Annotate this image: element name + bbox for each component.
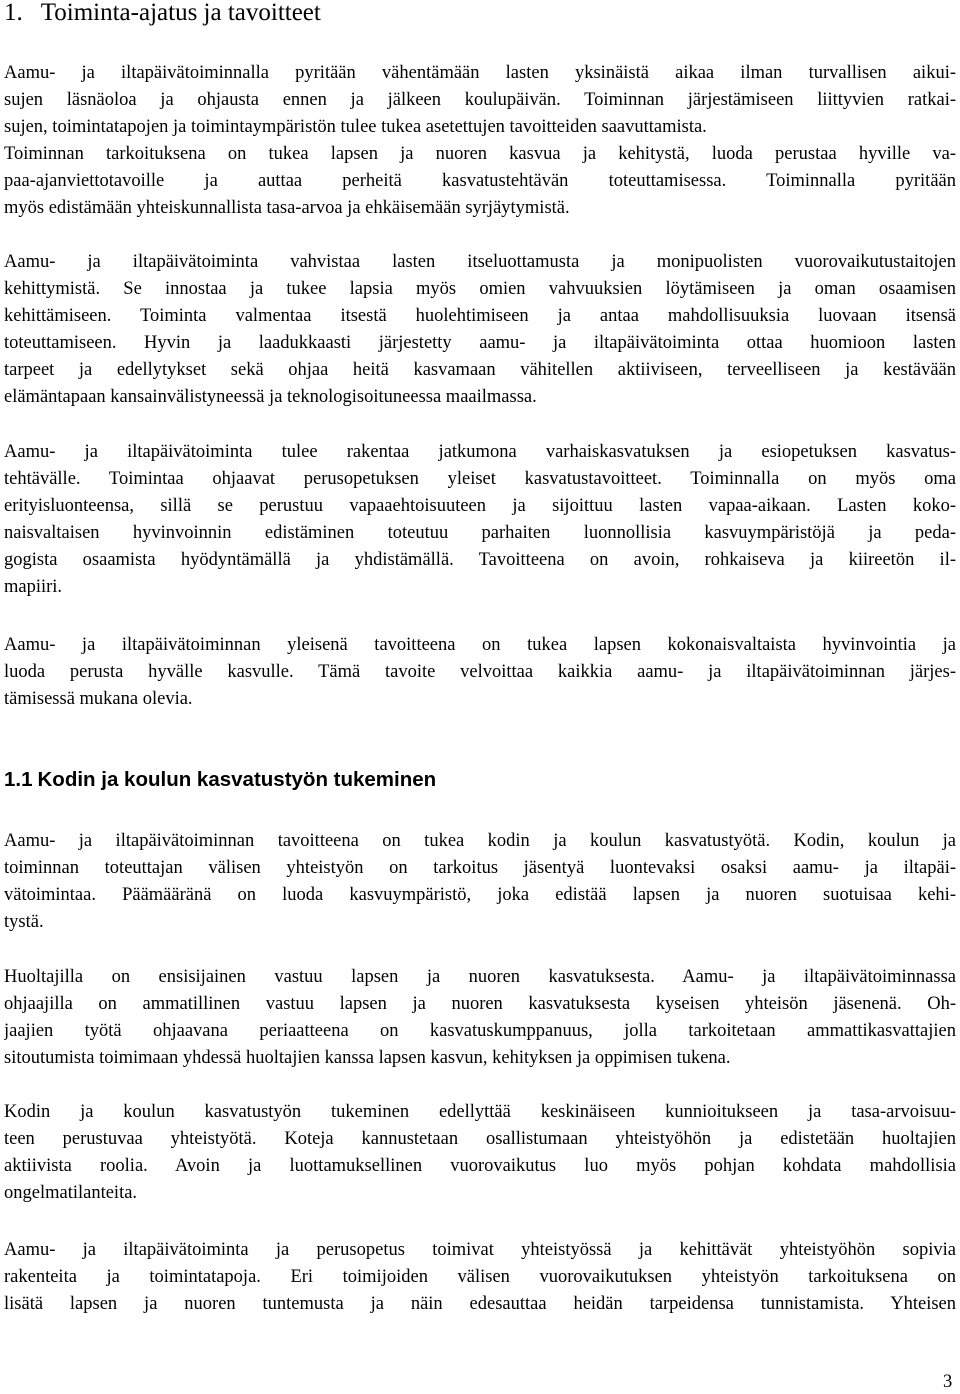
text-line: ohjaajilla on ammatillinen vastuu lapsen ja nuoren kasvatuksesta kyseisen yhteisön jäsenenä. Oh- [4, 994, 956, 1014]
section-title: Toiminta-ajatus ja tavoitteet [40, 0, 321, 26]
text-line: tämisessä mukana olevia. [4, 689, 193, 709]
text-line: sujen, toimintatapojen ja toimintaympäristön tulee tukea asetettujen tavoitteiden saavuttamista. [4, 117, 707, 137]
text-line: elämäntapaan kansainvälistyneessä ja teknologisoituneessa maailmassa. [4, 387, 537, 407]
page-number: 3 [943, 1372, 953, 1392]
text-line: Toiminnan tarkoituksena on tukea lapsen ja nuoren kasvua ja kehitystä, luoda perustaa hyville va- [4, 144, 956, 164]
subsection-title: Kodin ja koulun kasvatustyön tukeminen [37, 768, 437, 791]
text-line: Aamu- ja iltapäivätoiminta ja perusopetus toimivat yhteistyössä ja kehittävät yhteistyöhön sopivia [4, 1240, 956, 1260]
text-line: rakenteita ja toimintatapoja. Eri toimijoiden välisen vuorovaikutuksen yhteistyön tarkoituksena on [4, 1267, 956, 1287]
text-line: sujen läsnäoloa ja ohjausta ennen ja jälkeen koulupäivän. Toiminnan järjestämiseen liittyvien ratkai- [4, 90, 956, 110]
paragraph-2 [4, 249, 956, 411]
text-line: vätoimintaa. Päämääränä on luoda kasvuympäristö, joka edistää lapsen ja nuoren suotuisaa kehi- [4, 885, 956, 905]
paragraph-5 [4, 828, 956, 936]
text-line: kehittämiseen. Toiminta valmentaa itsestä huolehtimiseen ja antaa mahdollisuuksia luovaan itsensä [4, 306, 956, 326]
text-line: Aamu- ja iltapäivätoiminnalla pyritään vähentämään lasten yksinäistä aikaa ilman turvallisen aikui- [4, 63, 956, 83]
text-line: teen perustuvaa yhteistyötä. Koteja kannustetaan osallistumaan yhteistyöhön ja edistetään huoltajien [4, 1129, 956, 1149]
paragraph-1 [4, 60, 956, 222]
section-number: 1. [4, 0, 23, 26]
paragraph-4 [4, 632, 956, 713]
text-line: Aamu- ja iltapäivätoiminta vahvistaa lasten itseluottamusta ja monipuolisten vuorovaikutustaitojen [4, 252, 956, 272]
text-line: Huoltajilla on ensisijainen vastuu lapsen ja nuoren kasvatuksesta. Aamu- ja iltapäivätoiminnassa [4, 967, 956, 987]
text-line: luoda perusta hyvälle kasvulle. Tämä tavoite velvoittaa kaikkia aamu- ja iltapäivätoiminnan järjes- [4, 662, 956, 682]
text-line: jaajien työtä ohjaavana periaatteena on kasvatuskumppanuus, jolla tarkoitetaan ammattikasvattajien [4, 1021, 956, 1041]
text-line: toteuttamiseen. Hyvin ja laadukkaasti järjestetty aamu- ja iltapäivätoiminta ottaa huomioon lasten [4, 333, 956, 353]
paragraph-6 [4, 964, 956, 1072]
text-line: Aamu- ja iltapäivätoiminta tulee rakentaa jatkumona varhaiskasvatuksen ja esiopetuksen kasvatus- [4, 442, 956, 462]
text-line: lisätä lapsen ja nuoren tuntemusta ja näin edesauttaa heidän tarpeidensa tunnistamista. Yhteisen [4, 1294, 956, 1314]
text-line: aktiivista roolia. Avoin ja luottamuksellinen vuorovaikutus luo myös pohjan kohdata mahdollisia [4, 1156, 956, 1176]
text-line: sitoutumista toimimaan yhdessä huoltajien kanssa lapsen kasvun, kehityksen ja oppimisen tukena. [4, 1048, 731, 1068]
text-line: gogista osaamista hyödyntämällä ja yhdistämällä. Tavoitteena on avoin, rohkaiseva ja kiireetön il- [4, 550, 956, 570]
text-line: tarpeet ja edellytykset sekä ohjaa heitä kasvamaan vähitellen aktiiviseen, terveelliseen ja kestävään [4, 360, 956, 380]
text-line: tehtävälle. Toimintaa ohjaavat perusopetuksen yleiset kasvatustavoitteet. Toiminnalla on myös oma [4, 469, 956, 489]
text-line: ongelmatilanteita. [4, 1183, 138, 1203]
text-line: Kodin ja koulun kasvatustyön tukeminen edellyttää keskinäiseen kunnioitukseen ja tasa-arvoisuu- [4, 1102, 956, 1122]
text-line: kehittymistä. Se innostaa ja tukee lapsia myös omien vahvuuksien löytämiseen ja oman osaamisen [4, 279, 956, 299]
section-heading [4, 0, 321, 29]
text-line: naisvaltaisen hyvinvoinnin edistäminen toteutuu parhaiten luonnollisia kasvuympäristöjä ja peda- [4, 523, 956, 543]
text-line: toiminnan toteuttajan välisen yhteistyön on tarkoitus jäsentyä luontevaksi osaksi aamu- ja iltapäi- [4, 858, 956, 878]
text-line: mapiiri. [4, 577, 63, 597]
paragraph-8 [4, 1237, 956, 1318]
text-line: tystä. [4, 912, 44, 932]
text-line: erityisluonteensa, sillä se perustuu vapaaehtoisuuteen ja sijoittuu lasten vapaa-aikaan. Lasten koko- [4, 496, 956, 516]
text-line: myös edistämään yhteiskunnallista tasa-arvoa ja ehkäisemään syrjäytymistä. [4, 198, 570, 218]
text-line: Aamu- ja iltapäivätoiminnan tavoitteena on tukea kodin ja koulun kasvatustyötä. Kodin, koulun ja [4, 831, 956, 851]
subsection-number: 1.1 [4, 768, 33, 791]
text-line: Aamu- ja iltapäivätoiminnan yleisenä tavoitteena on tukea lapsen kokonaisvaltaista hyvinvointia ja [4, 635, 956, 655]
subsection-heading [4, 766, 436, 794]
paragraph-7 [4, 1099, 956, 1207]
paragraph-3 [4, 439, 956, 601]
text-line: paa-ajanviettotavoille ja auttaa perheitä kasvatustehtävän toteuttamisessa. Toiminnalla pyritään [4, 171, 956, 191]
